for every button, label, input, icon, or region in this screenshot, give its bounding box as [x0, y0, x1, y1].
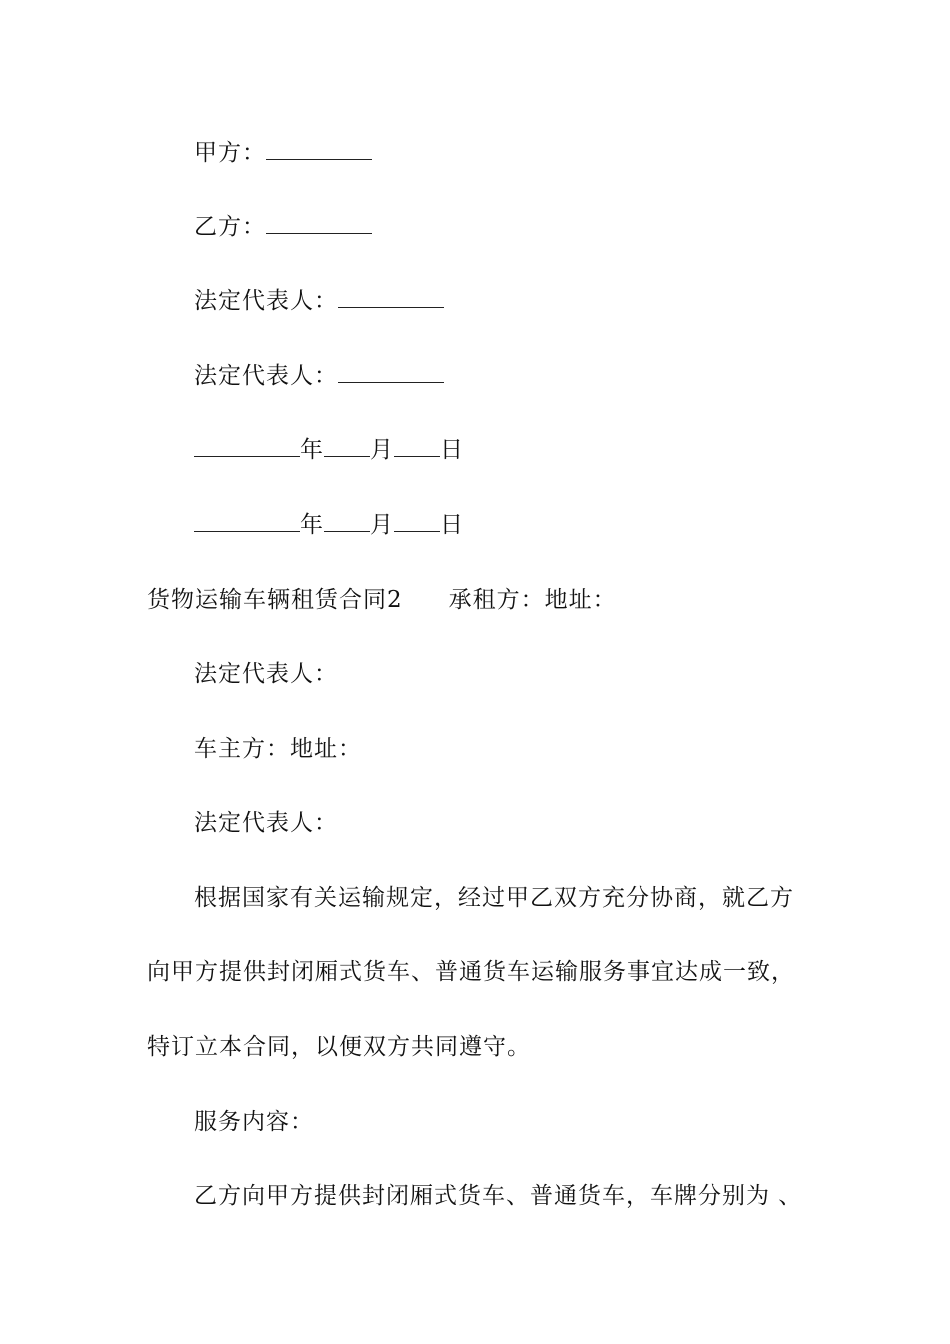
representative-label-1: 法定代表人：: [194, 288, 338, 314]
contract-title: 货物运输车辆租赁合同2: [147, 587, 403, 613]
month-blank: [324, 436, 370, 457]
representative-line-2: [147, 361, 827, 391]
year-label: 年: [300, 512, 324, 538]
party-b-label: 乙方：: [194, 214, 266, 240]
date-line-2: [147, 510, 827, 540]
owner-representative-line: 法定代表人：: [194, 810, 338, 836]
party-b-line: [147, 212, 827, 242]
party-a-line: [147, 138, 827, 168]
party-b-blank: [266, 213, 372, 234]
party-a-blank: [266, 139, 372, 160]
year-label: 年: [300, 437, 324, 463]
month-blank: [324, 511, 370, 532]
month-label: 月: [370, 512, 394, 538]
day-blank: [394, 436, 440, 457]
intro-paragraph-line-1: 根据国家有关运输规定，经过甲乙双方充分协商，就乙方: [194, 885, 794, 911]
representative-blank-1: [338, 287, 444, 308]
intro-paragraph-line-3: 特订立本合同，以便双方共同遵守。: [147, 1034, 531, 1060]
lessee-address-label: 承租方：地址：: [448, 587, 617, 613]
day-blank: [394, 511, 440, 532]
day-label: 日: [440, 512, 464, 538]
day-label: 日: [440, 437, 464, 463]
representative-blank-2: [338, 362, 444, 383]
lessee-representative-line: 法定代表人：: [194, 661, 338, 687]
representative-line-1: [147, 286, 827, 316]
service-paragraph-line-1: 乙方向甲方提供封闭厢式货车、普通货车，车牌分别为 、: [194, 1183, 803, 1209]
service-heading: 服务内容：: [194, 1109, 314, 1135]
year-blank: [194, 511, 300, 532]
month-label: 月: [370, 437, 394, 463]
year-blank: [194, 436, 300, 457]
representative-label-2: 法定代表人：: [194, 363, 338, 389]
date-line-1: [147, 435, 827, 465]
intro-paragraph-line-2: 向甲方提供封闭厢式货车、普通货车运输服务事宜达成一致，: [147, 959, 795, 985]
party-a-label: 甲方：: [194, 140, 266, 166]
owner-address-line: 车主方：地址：: [194, 736, 362, 762]
contract-title-line: [147, 585, 827, 615]
